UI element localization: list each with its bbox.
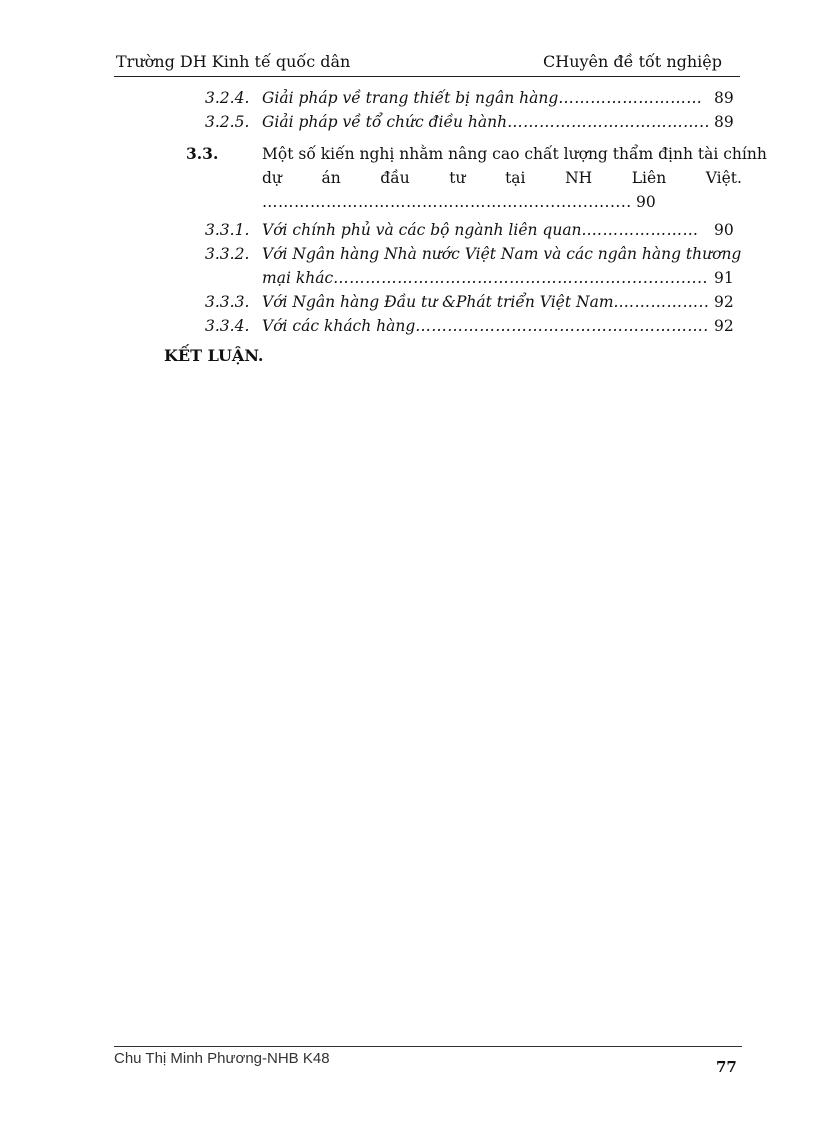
- toc-page: 91: [714, 269, 734, 287]
- toc-page: 90: [636, 193, 656, 211]
- toc-title-line1: Với Ngân hàng Nhà nước Việt Nam và các ngân hàng thương: [262, 245, 742, 263]
- toc-word: Việt.: [705, 169, 742, 187]
- toc-number: 3.3.2.: [205, 245, 250, 263]
- toc-leader: ………………………………..: [507, 113, 710, 131]
- header-school: Trường DH Kinh tế quốc dân: [116, 52, 351, 71]
- toc-number: 3.3.4.: [205, 317, 250, 335]
- toc-title: Với Ngân hàng Đầu tư &Phát triển Việt Nam.: [262, 293, 619, 311]
- toc-word: NH: [565, 169, 593, 187]
- toc-title-line2: [262, 166, 742, 190]
- toc-title-line2: mại khác: [262, 269, 334, 287]
- toc-number: 3.2.5.: [205, 113, 250, 131]
- toc-number: 3.3.3.: [205, 293, 250, 311]
- toc-word: đầu: [380, 169, 410, 187]
- toc-page: 90: [714, 221, 734, 239]
- toc-leader: ……………..: [618, 293, 710, 311]
- header-title: CHuyên đề tốt nghiệp: [543, 52, 722, 71]
- footer-divider: [114, 1046, 742, 1047]
- toc-page: 92: [714, 317, 734, 335]
- conclusion-heading[interactable]: KẾT LUẬN.: [164, 346, 264, 365]
- toc-page: 89: [714, 113, 734, 131]
- toc-word: tư: [449, 169, 466, 187]
- toc-word: dự: [262, 169, 282, 187]
- toc-leader: ………………………: [558, 89, 703, 107]
- toc-title: Giải pháp về tổ chức điều hành: [262, 113, 508, 131]
- page-number: 77: [716, 1058, 737, 1076]
- toc-word: án: [321, 169, 341, 187]
- toc-number: 3.3.1.: [205, 221, 250, 239]
- toc-page: 92: [714, 293, 734, 311]
- toc-number: 3.2.4.: [205, 89, 250, 107]
- toc-title: Với các khách hàng: [262, 317, 416, 335]
- toc-word: tại: [505, 169, 526, 187]
- toc-page: 89: [714, 89, 734, 107]
- toc-title: Với chính phủ và các bộ ngành liên quan.: [262, 221, 587, 239]
- toc-leader: ……………………………………………….: [415, 317, 709, 335]
- toc-number: 3.3.: [186, 144, 219, 163]
- toc-leader: ………………………………………………................: [333, 269, 708, 287]
- toc-title-line1: Một số kiến nghị nhằm nâng cao chất lượng thẩm định tài chính: [262, 145, 767, 163]
- toc-title: Giải pháp về trang thiết bị ngân hàng: [262, 89, 559, 107]
- toc-word: Liên: [631, 169, 667, 187]
- toc-leader: ……………………………………………..................: [262, 193, 632, 211]
- page-header: [114, 50, 740, 77]
- toc-leader: …………………: [586, 221, 699, 239]
- footer-author: Chu Thị Minh Phương-NHB K48: [114, 1050, 330, 1067]
